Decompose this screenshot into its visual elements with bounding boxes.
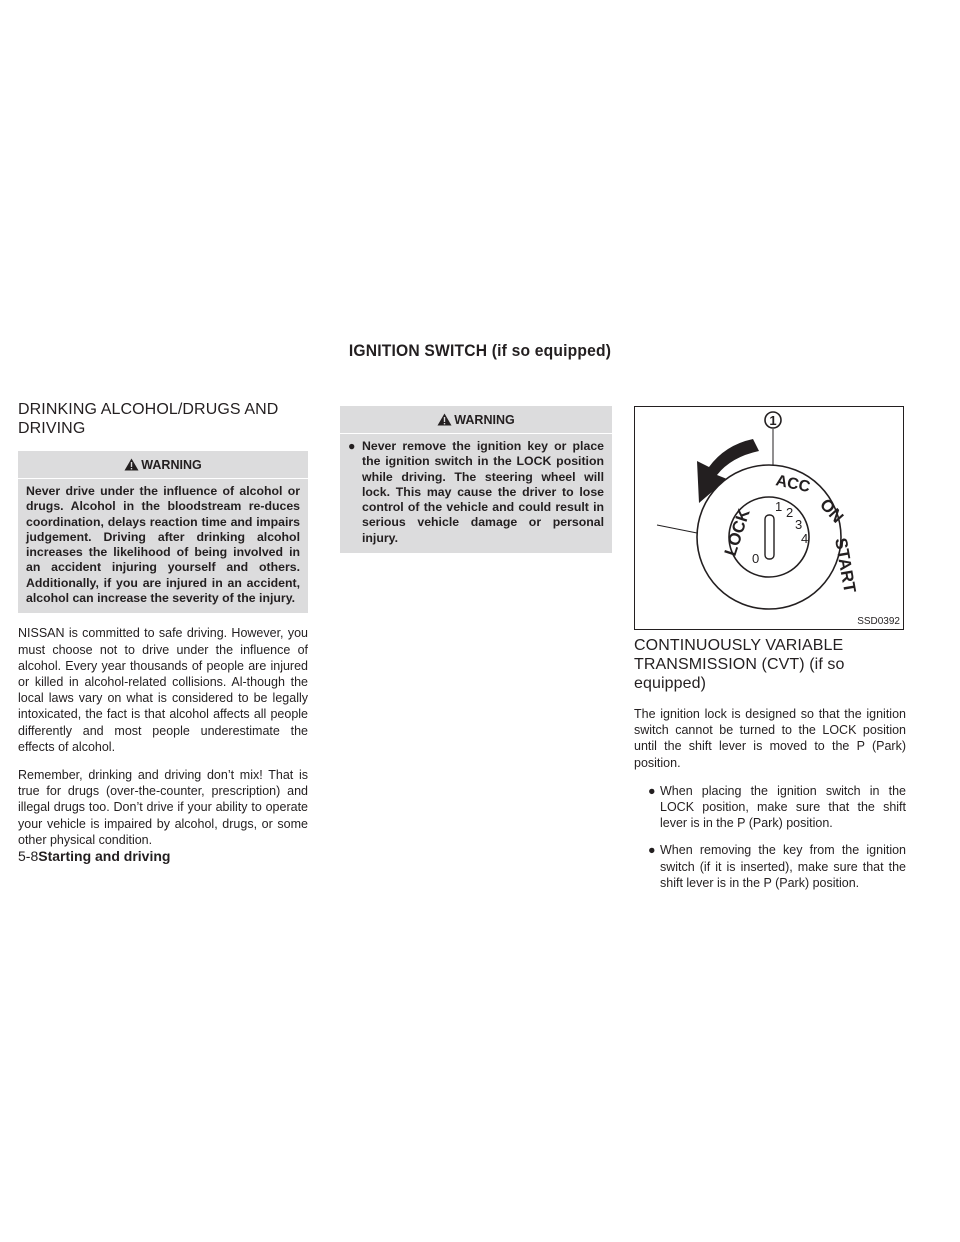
figure-code: SSD0392 (857, 616, 900, 627)
warning-header (18, 451, 308, 479)
warning-triangle-icon (124, 458, 139, 471)
paragraph-ignition-lock: The ignition lock is designed so that the ignition switch cannot be turned to the LOCK position until the shift lever is moved to the P (Park) position. (634, 707, 906, 770)
warning-text-alcohol: Never drive under the influence of alcohol or drugs. Alcohol in the bloodstream re-duces coordination, delays reaction time and impairs judgement. Driving after drinking alcohol increases the likelihood of being involved in an accident injuring yourself and others. Additionally, if you are injured in an accident, alcohol can increase the severity of the injury. (26, 484, 300, 606)
bullet-icon: ● (648, 843, 656, 858)
bullet-icon: ● (648, 783, 656, 798)
heading-drinking-alcohol: DRINKING ALCOHOL/DRUGS AND DRIVING (18, 401, 279, 437)
ignition-switch-diagram (635, 407, 903, 629)
warning-list-item (348, 439, 604, 546)
bullet-text: When removing the key from the ignition switch (if it is inserted), make sure that the shift lever is in the P (Park) position. (660, 843, 906, 890)
column-warning-key (340, 406, 612, 565)
column-cvt (634, 636, 906, 902)
warning-label: WARNING (454, 413, 515, 427)
label-two: 2 (786, 505, 794, 520)
callout-number: 1 (769, 413, 777, 428)
label-three: 3 (795, 517, 803, 532)
page-number: 5-8 (18, 848, 39, 864)
page-footer (18, 848, 170, 864)
heading-cvt: CONTINUOUSLY VARIABLE TRANSMISSION (CVT) (if so equipped) (634, 637, 845, 692)
label-four: 4 (801, 531, 809, 546)
warning-box-alcohol (18, 451, 308, 613)
warning-triangle-icon (437, 413, 452, 426)
warning-text-ignition: Never remove the ignition key or place the ignition switch in the LOCK position while driving. The steering wheel will lock. This may cause the driver to lose control of the vehicle and could result in serious vehicle damage or personal injury. (362, 439, 604, 545)
list-item (648, 783, 906, 832)
label-zero: 0 (752, 551, 760, 566)
footer-section: Starting and driving (38, 848, 171, 864)
list-item (648, 842, 906, 891)
bullet-text: When placing the ignition switch in the LOCK position, make sure that the shift lever is in the P (Park) position. (660, 783, 906, 831)
paragraph-drinking-driving: Remember, drinking and driving don’t mix! That is true for drugs (over-the-counter, prescription) and illegal drugs too. Don’t drive if your ability to operate your vehicle is impaired by alcohol, drugs, or some other physical condition. (18, 768, 308, 847)
paragraph-nissan-safe-driving: NISSAN is committed to safe driving. However, you must choose not to drive under the influence of alcohol. Every year thousands of people are injured or killed in alcohol-related collisions. Al-though the local laws vary on what is considered to be legally intoxicated, the fact is that alcohol affects all people differently and most people underestimate the effects of alcohol. (18, 626, 308, 754)
label-one: 1 (775, 499, 783, 514)
column-alcohol (18, 400, 308, 860)
label-start: START (831, 536, 860, 595)
label-acc: ACC (774, 472, 812, 497)
bullet-icon: ● (348, 439, 356, 453)
ignition-switch-figure (634, 406, 904, 630)
label-lock: LOCK (720, 506, 754, 559)
warning-box-ignition (340, 406, 612, 553)
warning-header (340, 406, 612, 434)
warning-label: WARNING (141, 458, 202, 472)
label-on: ON (816, 494, 848, 527)
section-title: IGNITION SWITCH (if so equipped) (348, 341, 612, 360)
